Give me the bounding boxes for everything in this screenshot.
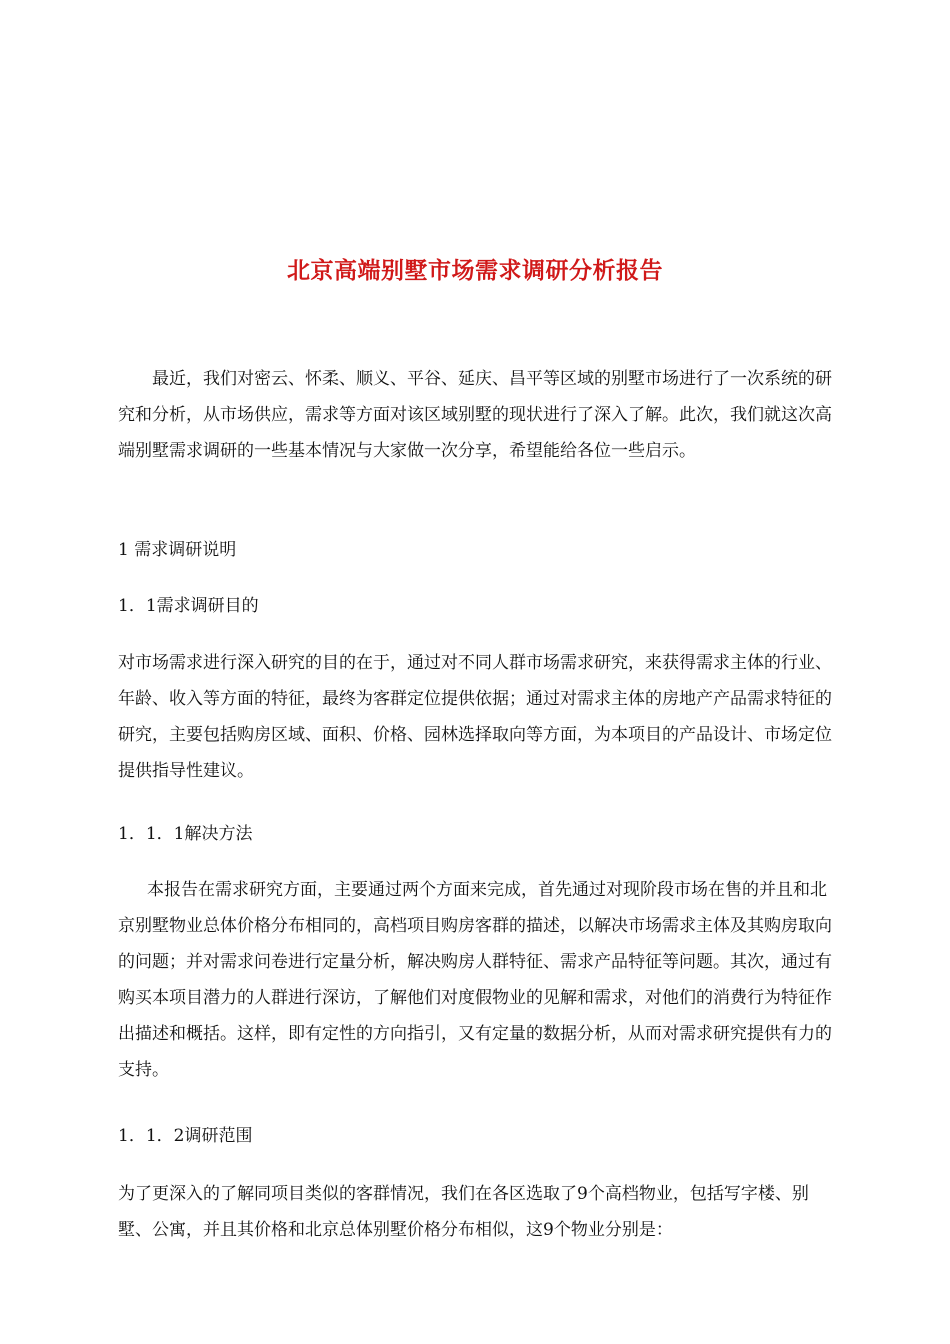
document-title: 北京高端别墅市场需求调研分析报告 bbox=[287, 257, 663, 284]
intro-paragraph: 最近，我们对密云、怀柔、顺义、平谷、延庆、昌平等区域的别墅市场进行了一次系统的研究和分析，从市场供应，需求等方面对该区域别墅的现状进行了深入了解。此次，我们就这次高端别墅需求调研的一些基本情况与大家做一次分享，希望能给各位一些启示。 bbox=[118, 369, 832, 461]
section-heading-1: 1 需求调研说明 bbox=[118, 540, 237, 560]
section-heading-1-1-2: 1．1．2调研范围 bbox=[118, 1126, 253, 1146]
section-1-1-1-paragraph: 本报告在需求研究方面，主要通过两个方面来完成，首先通过对现阶段市场在售的并且和北京别墅物业总体价格分布相同的，高档项目购房客群的描述，以解决市场需求主体及其购房取向的问题；并对需求问卷进行定量分析，解决购房人群特征、需求产品特征等问题。其次，通过有购买本项目潜力的人群进行深访，了解他们对度假物业的见解和需求，对他们的消费行为特征作出描述和概括。这样，即有定性的方向指引，又有定量的数据分析，从而对需求研究提供有力的支持。 bbox=[118, 880, 832, 1080]
section-1-1-paragraph: 对市场需求进行深入研究的目的在于，通过对不同人群市场需求研究，来获得需求主体的行业、年龄、收入等方面的特征，最终为客群定位提供依据；通过对需求主体的房地产产品需求特征的研究，主要包括购房区域、面积、价格、园林选择取向等方面，为本项目的产品设计、市场定位提供指导性建议。 bbox=[118, 653, 832, 781]
section-heading-1-1-1: 1．1．1解决方法 bbox=[118, 824, 253, 844]
section-1-1-2-paragraph: 为了更深入的了解同项目类似的客群情况，我们在各区选取了9个高档物业，包括写字楼、别墅、公寓，并且其价格和北京总体别墅价格分布相似，这9个物业分别是： bbox=[118, 1184, 809, 1240]
section-heading-1-1: 1．1需求调研目的 bbox=[118, 596, 259, 616]
